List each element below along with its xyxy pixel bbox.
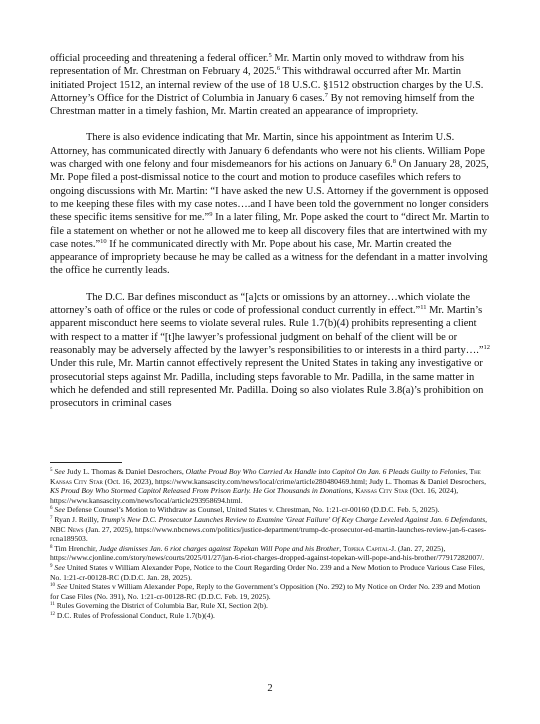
footnote-ref: 7 xyxy=(50,515,53,521)
footnote-text: Kansas City Star xyxy=(355,486,408,496)
footnote-text: Judy L. Thomas & Daniel Desrochers, xyxy=(64,467,186,476)
paragraph-text: official proceeding and threatening a federal officer. xyxy=(50,53,269,64)
paragraph-text: In a later filing, Mr. Pope asked the court to “direct Mr. Martin to file a statement on whether or not he allowed me to keep all discovery files that are intertwined with my case notes.” xyxy=(50,212,490,250)
footnote-text: (Jan. 27, 2025), https://www.nbcnews.com/politics/justice-department/trump-dc-prosecutor-ed-martin-launches-review-jan-6-cases-rcna189503. xyxy=(50,524,487,544)
footnote-text: opeka Capital-J. xyxy=(347,543,396,553)
footnote-ref: 8 xyxy=(50,544,53,550)
footnote-text: See xyxy=(54,562,65,572)
paragraph-2 xyxy=(50,131,490,277)
paragraph-text: Mr. Martin’s apparent misconduct here seems to violate several rules. Rule 1.7(b)(4) prohibits representing a client with respect to a matter if “[t]he lawyer’s professional judgment on behalf of the client will be or reasonably may be adversely affected by the lawyer’s responsibilities to or interests in a third party….” xyxy=(50,305,484,356)
footnote-text: (Oct. 16, 2023), https://www.kansascity.com/news/local/crime/article280480469.html; Judy L. Thomas & Daniel Desrochers, xyxy=(102,476,487,486)
paragraph-text: Under this rule, Mr. Martin cannot effectively represent the United States in taking any investigative or prosecutorial steps against Mr. Padilla, including steps favorable to Mr. Padilla, in the same matter in which he defended and still represented Mr. Padilla. Doing so also violates Rule 3.8(a)’s prohibition on prosecutors in criminal cases xyxy=(50,358,484,410)
footnote-text: Ryan J. Reilly, xyxy=(52,514,101,524)
footnote-text: , NBC N xyxy=(50,514,488,534)
paragraph-ref: 6 xyxy=(276,65,281,73)
footnote xyxy=(50,515,490,544)
footnote-text: United States v William Alexander Pope, Reply to the Government’s Opposition (No. 292) to My Notice on Order No. 239 and Motion for Case Files (No. 391), No. 1:21-cr-00128-RC (D.D.C. Feb. 19, 2025). xyxy=(50,582,481,601)
paragraph-ref: 9 xyxy=(209,211,213,219)
footnote-text: Rules Governing the District of Columbia Bar, Rule XI, Section 2(b). xyxy=(54,601,268,611)
paragraph-ref: 12 xyxy=(483,343,490,351)
page-number: 2 xyxy=(267,683,273,694)
paragraph-text: By not removing himself from the Chrestman matter in a timely fashion, Mr. Martin created an appearance of impropriety. xyxy=(50,92,475,118)
paragraph-text: Mr. Martin only moved to withdraw from his representation of Mr. Chrestman on February 4, 2025. xyxy=(50,53,464,78)
paragraph-text: If he communicated directly with Mr. Pope about his case, Mr. Martin created the appearance of impropriety because he may be called as a witness for the defendant in a matter involving the office he currently leads. xyxy=(50,238,488,277)
footnote-text: Trump's New D.C. Prosecutor Launches Review to Examine 'Great Failure' Of Key Charge Leveled Against Jan. 6 Defendants xyxy=(100,514,486,524)
footnote-ref: 10 xyxy=(50,583,55,589)
footnote-ref: 12 xyxy=(50,611,55,617)
footnote xyxy=(50,563,490,582)
paragraph-ref: 8 xyxy=(392,158,396,166)
footnote xyxy=(50,467,490,505)
footnote-text: Defense Counsel’s Motion to Withdraw as Counsel, United States v. Chrestman, No. 1:21-cr-00160 (D.D.C. Feb. 5, 2025). xyxy=(64,505,440,515)
footnote-text: Tim Hrenchir, xyxy=(52,543,100,553)
paragraph-ref: 10 xyxy=(100,237,107,245)
footnote-text: See xyxy=(54,505,65,515)
paragraph-text: There is also evidence indicating that Mr. Martin, since his appointment as Interim U.S. Attorney, has communicated directly with January 6 defendants who were not his clients. William Pope was charged with one felony and four misdemeanors for his actions on January 6. xyxy=(50,132,485,171)
footnote-text: See xyxy=(56,582,68,592)
footnote-text: United States v William Alexander Pope, Notice to the Court Regarding Order No. 239 and a New Motion to Produce Various Case Files, No. 1:21-cr-00128-RC (D.D.C. Jan. 28, 2025). xyxy=(50,562,485,582)
footnote xyxy=(50,505,490,515)
footnote-ref: 9 xyxy=(50,563,53,569)
footnote-text: See xyxy=(54,467,65,476)
footnote-text: , T xyxy=(339,543,348,553)
footnote-text: (Oct. 16, 2024), https://www.kansascity.com/news/local/article293958694.html. xyxy=(50,486,459,505)
footnote-text: D.C. Rules of Professional Conduct, Rule 1.7(b)(4). xyxy=(55,610,215,620)
paragraph-3 xyxy=(50,291,490,411)
body-text xyxy=(50,52,490,410)
footnote xyxy=(50,582,490,601)
paragraph-ref: 11 xyxy=(420,304,427,312)
footnote-text: ews xyxy=(73,524,84,534)
footnotes xyxy=(50,467,490,621)
footnote-ref: 5 xyxy=(50,468,53,473)
footnote-text: The Kansas City Star xyxy=(50,467,481,486)
paragraph-text: The D.C. Bar defines misconduct as “[a]cts or omissions by an attorney…which violate the attorney’s oath of office or the rules or code of professional conduct currently in effect.” xyxy=(50,291,471,317)
footnote xyxy=(50,544,490,563)
footnote xyxy=(50,611,490,621)
footnote xyxy=(50,601,490,611)
footnote-text: Olathe Proud Boy Who Carried Ax Handle into Capitol On Jan. 6 Pleads Guilty to Felonies xyxy=(185,467,466,476)
paragraph-text: This withdrawal occurred after Mr. Martin initiated Project 1512, an internal review of the use of 18 U.S.C. §1512 obstruction charges by the U.S. Attorney’s Office for the District of Columbia in January 6 cases. xyxy=(50,66,484,104)
footnote-ref: 6 xyxy=(50,506,53,512)
paragraph-ref: 7 xyxy=(324,91,329,99)
footnote-text: , xyxy=(465,467,470,476)
paragraph-1 xyxy=(50,52,490,118)
footnote-text: Judge dismisses Jan. 6 riot charges against Topekan Will Pope and his Brother xyxy=(99,543,340,553)
paragraph-ref: 5 xyxy=(268,52,272,59)
footnote-text: KS Proud Boy Who Stormed Capitol Released From Prison Early. He Got Thousands in Donations xyxy=(50,486,352,496)
footnote-divider xyxy=(50,462,122,463)
footnote-ref: 11 xyxy=(50,602,55,608)
footnote-text: , xyxy=(351,486,356,496)
paragraph-text: On January 28, 2025, Mr. Pope filed a post-dismissal notice to the court and motion to produce casefiles which refers to ongoing discussions with Mr. Martin: “I have asked the new U.S. Attorney if the government is opposed to me keeping these files with my case notes….and I have been told the government no longer considers these specific items sensitive for me.” xyxy=(50,159,489,224)
footnote-text: (Jan. 27, 2025), https://www.cjonline.com/story/news/courts/2025/01/27/jan-6-riot-charges-dropped-against-topekan-will-pope-and-his-brother/77917282007/. xyxy=(50,543,485,563)
